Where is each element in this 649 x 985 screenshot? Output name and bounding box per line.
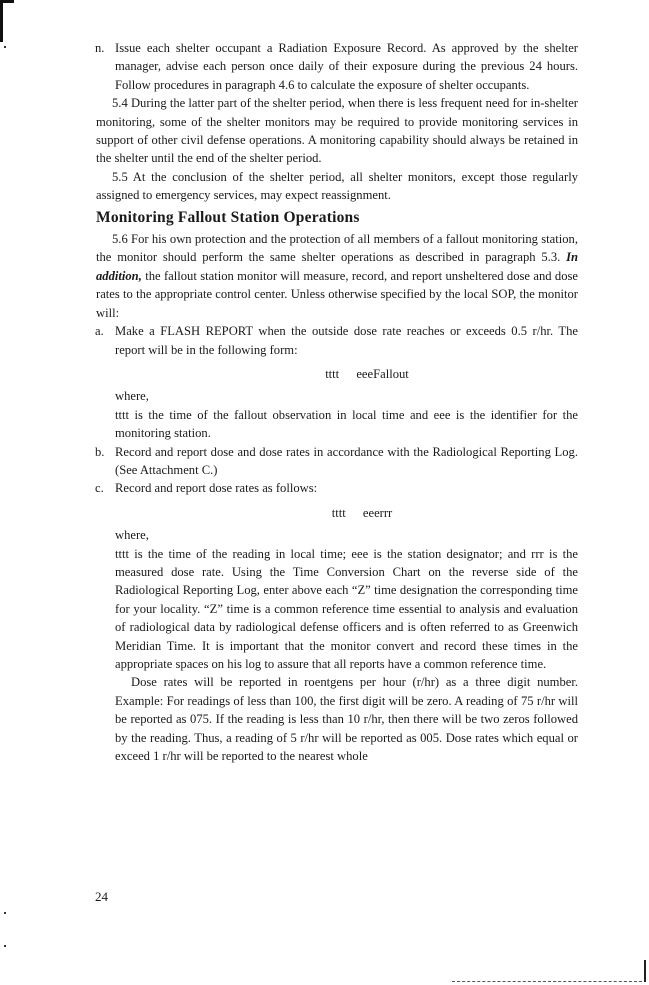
scan-speck — [4, 945, 6, 947]
list-item-text: Make a FLASH REPORT when the outside dose rate reaches or exceeds 0.5 r/hr. The report will be in the following form: — [115, 324, 578, 357]
scan-bottom-line — [452, 981, 642, 983]
list-item-text: Issue each shelter occupant a Radiation Exposure Record. As approved by the shelter manager, advise each person once daily of their exposure during the previous 24 hours. Follow procedures in paragraph 4.6 to calculate the exposure of shelter occupants. — [115, 41, 578, 92]
list-label: c. — [95, 481, 104, 496]
list-label: n. — [95, 41, 105, 55]
list-item-a — [96, 322, 578, 359]
scan-corner-mark-horizontal — [0, 0, 14, 3]
list-label: a. — [95, 324, 104, 339]
dose-rate-explanation: tttt is the time of the reading in local time; eee is the station designator; and rrr is the measured dose rate. Using the Time Conversion Chart on the reverse side of the Radiological Reporting Log, enter above each “Z” time designation the corresponding time for your locality. “Z” time is a common reference time essential to analysis and evaluation of radiological data by radiological defense officers and is often referred to as Greenwich Meridian Time. It is important that the monitor convert and record these times in the appropriate spaces on his log to assure that all reports have a common reference time. — [115, 546, 578, 671]
emphasis-in-addition: In addition, — [96, 250, 578, 283]
paragraph-5-6-end: the fallout station monitor will measure, record, and report unsheltered dose and dose rates to the appropriate control center. Unless otherwise specified by the local SOP, the monitor will: — [96, 268, 578, 320]
scan-edge-mark — [644, 960, 646, 982]
list-item-b — [96, 443, 578, 480]
dose-rate-format: tttt eeerrr — [331, 505, 393, 520]
scan-speck — [4, 46, 6, 48]
where-label: where, — [115, 528, 149, 543]
list-item-c — [96, 479, 578, 497]
scan-speck — [4, 912, 6, 914]
body-text — [96, 39, 578, 765]
where-label: where, — [115, 389, 149, 404]
section-heading: Monitoring Fallout Station Operations — [96, 208, 360, 226]
page-number: 24 — [95, 889, 108, 904]
list-item-text: Record and report dose rates as follows: — [115, 481, 318, 496]
list-item-n — [96, 39, 578, 94]
paragraph-5-6 — [96, 230, 578, 322]
flash-report-explanation: tttt is the time of the fallout observation in local time and eee is the identifier for the monitoring station. — [115, 407, 578, 441]
list-item-text: Record and report dose and dose rates in accordance with the Radiological Reporting Log. (See Attachment C.) — [115, 444, 578, 477]
scan-corner-mark — [0, 0, 3, 42]
list-label: b. — [95, 444, 105, 459]
dose-rate-reporting-paragraph: Dose rates will be reported in roentgens per hour (r/hr) as a three digit number. Example: For readings of less than 100, the first digit will be zero. A reading of 75 r/hr will be reported as 075. If the reading is less than 10 r/hr, then there will be two zeros followed by the reading. Thus, a reading of 5 r/hr will be reported as 005. Dose rates which equal or exceed 1 r/hr will be reported to the nearest whole — [115, 675, 578, 764]
paragraph-5-6-start: 5.6 For his own protection and the protection of all members of a fallout monitoring station, the monitor should perform the same shelter operations as described in paragraph 5.3. — [96, 232, 578, 265]
paragraph-5-4: 5.4 During the latter part of the shelter period, when there is less frequent need for in-shelter monitoring, some of the shelter monitors may be required to provide monitoring services in support of other civil defense operations. A monitoring capability should always be retained in the shelter until the end of the shelter period. — [96, 96, 578, 166]
flash-report-format: tttt eeeFallout — [325, 366, 409, 381]
paragraph-5-5: 5.5 At the conclusion of the shelter period, all shelter monitors, except those regularly assigned to emergency services, may expect reassignment. — [96, 169, 578, 203]
